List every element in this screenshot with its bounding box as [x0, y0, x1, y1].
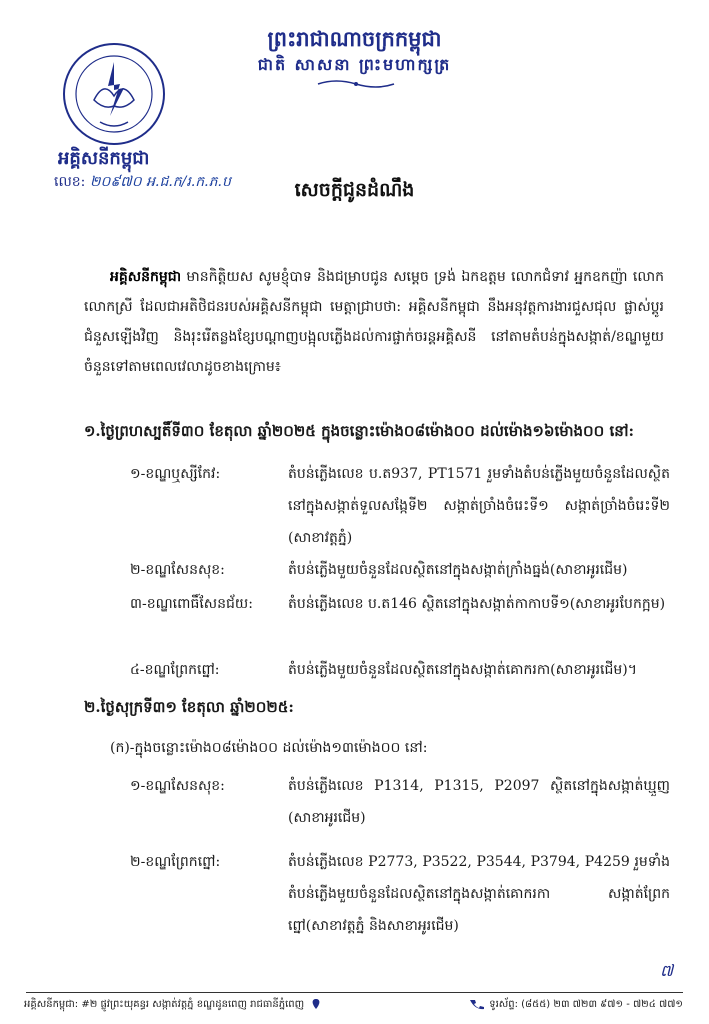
document-title: សេចក្ដីជូនដំណឹង: [294, 179, 415, 201]
footer-phone: [468, 997, 683, 1012]
footer-phone-text: ទូរស័ព្ទ: (៨៥៥) ២៣ ៧២៣ ៩៧១ - ៧២៤ ៧៧១: [489, 999, 683, 1010]
day2-item-2: [130, 846, 670, 942]
area-description: តំបន់ភ្លើងលេខ P2773, P3522, P3544, P3794, P4259 រួមទាំងតំបន់ភ្លើងមួយចំនួនដែលស្ថិតនៅក្នុងសង្កាត់គោករកា សង្កាត់ព្រែកព្នៅ(សាខាវត្តភ្នំ និងសាខាអូរជើម): [288, 854, 670, 934]
district-label: ៣-ខណ្ឌពោធិ៍សែនជ័យ:: [130, 596, 253, 612]
location-icon: [307, 998, 325, 1010]
district-label: ៤-ខណ្ឌព្រែកព្នៅ:: [130, 662, 220, 678]
area-description: តំបន់ភ្លើងលេខ P1314, P1315, P2097 ស្ថិតនៅក្នុងសង្កាត់ឃ្មួញ (សាខាអូរជើម): [288, 778, 670, 826]
day1-item-4: [130, 654, 670, 684]
intro-paragraph: [84, 262, 664, 382]
area-description: តំបន់ភ្លើងលេខ ប.ត937, PT1571 រួមទាំងតំបន់ភ្លើងមួយចំនួនដែលស្ថិតនៅក្នុងសង្កាត់ទួលសង្កែទី២ សង្កាត់ច្រាំងចំរេះទី១ សង្កាត់ច្រាំងចំរេះទី២ (សាខាវត្តភ្នំ): [288, 466, 670, 546]
day2-subheading: (ក)-ក្នុងចន្លោះម៉ោង០៨ម៉ោង០០ ដល់ម៉ោង១៣ម៉ោង០០ នៅ:: [110, 740, 428, 756]
day1-heading: ១.ថ្ងៃព្រហស្បតិ៍ទី៣០ ខែតុលា ឆ្នាំ២០២៥ ក្នុងចន្លោះម៉ោង០៨ម៉ោង០០ ដល់ម៉ោង១៦ម៉ោង០០ នៅ:: [84, 422, 635, 440]
area-description: តំបន់ភ្លើងមួយចំនួនដែលស្ថិតនៅក្នុងសង្កាត់គោករកា(សាខាអូរជើម)។: [288, 662, 637, 678]
area-description: តំបន់ភ្លើងមួយចំនួនដែលស្ថិតនៅក្នុងសង្កាត់ក្រាំងធ្នង់(សាខាអូរជើម): [288, 562, 628, 578]
area-description: តំបន់ភ្លើងលេខ ប.ត146 ស្ថិតនៅក្នុងសង្កាត់កាកាបទី១(សាខាអូរបែកក្អម): [288, 596, 666, 612]
reference-prefix: លេខ:: [54, 174, 86, 190]
intro-text: មានកិត្តិយស សូមខ្ញុំបាទ និងជម្រាបជូន សម្ដេច ទ្រង់ ឯកឧត្តម លោកជំទាវ អ្នកឧកញ៉ា លោក លោកស្រី ដែលជាអតិថិជនរបស់អគ្គិសនីកម្ពុជា មេត្តាជ្រាបថា: អគ្គិសនីកម្ពុជា នឹងអនុវត្តការងារជួសជុល ផ្លាស់ប្ដូរជំនួសឡើងវិញ និងរុះរើតន្លងខ្សែបណ្ដាញបង្អុលភ្លើងដល់ការផ្ចាក់ចរន្តអគ្គិសនី នៅតាមតំបន់ក្នុងសង្កាត់/ខណ្ឌមួយចំនួនទៅតាមពេលវេលាដូចខាងក្រោម៖: [84, 269, 664, 375]
footer-divider: [26, 992, 683, 993]
national-motto: ជាតិ សាសនា ព្រះមហាក្សត្រ: [257, 55, 452, 74]
district-label: ១-ខណ្ឌឬស្សីកែវ:: [130, 466, 221, 482]
organization-name: អគ្គិសនីកម្ពុជា: [58, 148, 150, 169]
edc-logo-icon: [60, 40, 168, 148]
page-initial-mark: ៧: [660, 961, 674, 980]
day2-heading: ២.ថ្ងៃសុក្រទី៣១ ខែតុលា ឆ្នាំ២០២៥:: [84, 698, 294, 716]
footer-address: [24, 997, 325, 1012]
day1-item-3: [130, 588, 670, 648]
kingdom-heading: ព្រះរាជាណាចក្រកម្ពុជា: [267, 26, 442, 51]
district-label: ២-ខណ្ឌព្រែកព្នៅ:: [130, 854, 221, 870]
reference-value: ២០៩៧០ អ.ជ.ក/រ.ក.ភ.ប: [89, 174, 231, 190]
phone-icon: [468, 998, 486, 1010]
district-label: ១-ខណ្ឌសែនសុខ:: [130, 778, 225, 794]
day1-item-2: [130, 554, 670, 584]
district-label: ២-ខណ្ឌសែនសុខ:: [130, 562, 225, 578]
day1-item-1: [130, 458, 670, 546]
day2-item-1: [130, 770, 670, 832]
intro-org-name: អគ្គិសនីកម្ពុជា: [110, 269, 182, 285]
footer-address-text: អគ្គិសនីកម្ពុជា: #២ ផ្លូវព្រះយុគន្ធរ សង្កាត់វត្តភ្នំ ខណ្ឌដូនពេញ រាជធានីភ្នំពេញ: [24, 999, 305, 1010]
header-ornament: [316, 78, 396, 90]
